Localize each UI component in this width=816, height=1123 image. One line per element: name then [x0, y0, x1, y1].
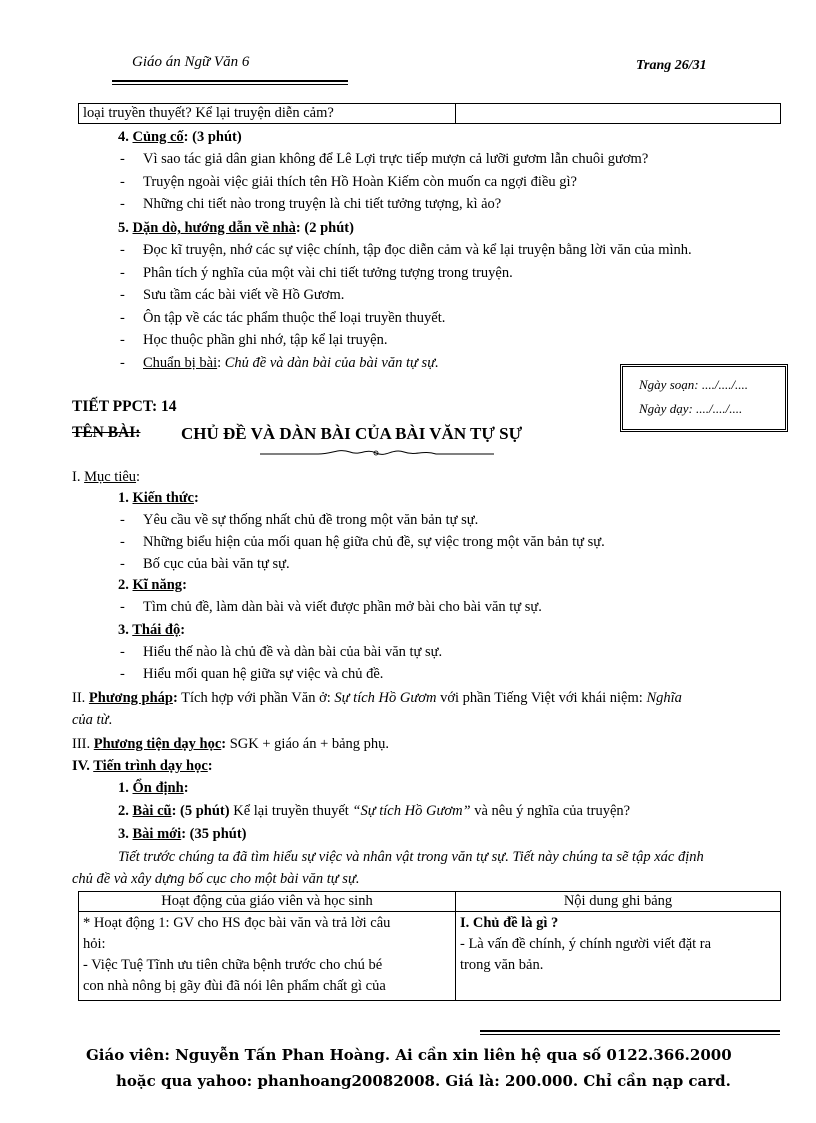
intro-line1: Tiết trước chúng ta đã tìm hiểu sự việc và nhân vật trong văn tự sự. Tiết này chúng ta sẽ tập xác định	[118, 849, 704, 865]
list-item: Bố cục của bài văn tự sự.	[143, 556, 290, 572]
list-item: Phân tích ý nghĩa của một vài chi tiết tưởng tượng trong truyện.	[143, 264, 513, 281]
title-ornament	[258, 446, 496, 460]
tien-trinh-heading: IV. Tiến trình dạy học:	[72, 758, 213, 774]
bai-cu-line: 2. Bài cũ: (5 phút) Kể lại truyền thuyết “Sự tích Hồ Gươm” và nêu ý nghĩa của truyện?	[118, 803, 631, 819]
list-item: Những chi tiết nào trong truyện là chi tiết tưởng tượng, kì ảo?	[143, 196, 502, 212]
bullet-dash: -	[120, 644, 125, 660]
phuong-phap-line2: của từ.	[72, 712, 113, 728]
lesson-name-label: TÊN BÀI:	[72, 424, 141, 441]
on-dinh-heading: 1. Ổn định:	[118, 780, 189, 796]
content-line: - Là vấn đề chính, ý chính người viết đặt ra	[460, 936, 712, 952]
cung-co-label: Củng cố	[132, 129, 184, 145]
bullet-dash: -	[120, 196, 125, 212]
bullet-dash: -	[120, 173, 125, 190]
list-item: Ôn tập về các tác phẩm thuộc thể loại truyền thuyết.	[143, 309, 446, 326]
list-item: Đọc kĩ truyện, nhớ các sự việc chính, tập đọc diễn cảm và kể lại truyện bằng lời văn của mình.	[143, 242, 692, 258]
prep-line: Chuẩn bị bài: Chủ đề và dàn bài của bài văn tự sự.	[143, 355, 439, 371]
top-table-cell: loại truyền thuyết? Kể lại truyện diễn cảm?	[79, 104, 456, 124]
list-item: Tìm chủ đề, làm dàn bài và viết được phần mở bài cho bài văn tự sự.	[143, 599, 542, 615]
list-item: Vì sao tác giả dân gian không để Lê Lợi trực tiếp mượn cả lưỡi gươm lẫn chuôi gươm?	[143, 151, 649, 167]
footer-contact-line1: Giáo viên: Nguyễn Tấn Phan Hoàng. Ai cần xin liên hệ qua số 0122.366.2000	[86, 1046, 732, 1064]
phuong-phap-line1: II. Phương pháp: Tích hợp với phần Văn ở: Sự tích Hồ Gươm với phần Tiếng Việt với khái niệm: Nghĩa	[72, 690, 682, 706]
page-number: Trang 26/31	[636, 58, 707, 73]
header-rule	[112, 80, 348, 82]
top-table-empty-cell	[456, 104, 781, 124]
bullet-dash: -	[120, 242, 125, 258]
bai-moi-heading: 3. Bài mới: (35 phút)	[118, 826, 247, 842]
col-header-content: Nội dung ghi bảng	[456, 892, 781, 912]
header-title: Giáo án Ngữ Văn 6	[132, 54, 250, 70]
activity-cell	[79, 912, 456, 1001]
header-rule-2	[112, 84, 348, 85]
bullet-dash: -	[120, 556, 125, 572]
phuong-tien-line: III. Phương tiện dạy học: SGK + giáo án + bảng phụ.	[72, 736, 390, 752]
muc-tieu-heading: I. Mục tiêu:	[72, 469, 141, 485]
date-prepared: Ngày soạn: ..../..../....	[639, 377, 749, 392]
top-table	[78, 103, 781, 124]
list-item: Hiểu mối quan hệ giữa sự việc và chủ đề.	[143, 666, 384, 682]
bullet-dash: -	[120, 666, 125, 682]
list-item: Hiểu thế nào là chủ đề và dàn bài của bài văn tự sự.	[143, 644, 443, 660]
footer-rule-2	[480, 1034, 780, 1035]
content-title: I. Chủ đề là gì ?	[460, 915, 559, 931]
footer-contact-line2: hoặc qua yahoo: phanhoang20082008. Giá là: 200.000. Chỉ cần nạp card.	[116, 1072, 731, 1090]
bullet-dash: -	[120, 332, 125, 348]
activity-line: hỏi:	[83, 936, 106, 952]
kien-thuc-heading: 1. Kiến thức:	[118, 490, 199, 506]
dan-do-heading: 5. Dặn dò, hướng dẫn về nhà: (2 phút)	[118, 220, 354, 236]
ki-nang-heading: 2. Kĩ năng:	[118, 577, 187, 593]
bullet-dash: -	[120, 534, 125, 550]
bullet-dash: -	[120, 512, 125, 528]
intro-line2: chủ đề và xây dựng bố cục cho một bài văn tự sự.	[72, 871, 360, 887]
bullet-dash: -	[120, 151, 125, 167]
bullet-dash: -	[120, 309, 125, 326]
lesson-period: TIẾT PPCT: 14	[72, 398, 177, 415]
col-header-activity: Hoạt động của giáo viên và học sinh	[79, 892, 456, 912]
list-item: Những biểu hiện của mối quan hệ giữa chủ đề, sự việc trong một văn bản tự sự.	[143, 534, 605, 550]
date-box	[620, 364, 788, 432]
dan-do-label: Dặn dò, hướng dẫn về nhà	[132, 220, 296, 236]
activity-line: - Việc Tuệ Tĩnh ưu tiên chữa bệnh trước cho chú bé	[83, 957, 383, 973]
activity-table	[78, 891, 781, 1001]
activity-line: * Hoạt động 1: GV cho HS đọc bài văn và trả lời câu	[83, 915, 391, 931]
activity-line: con nhà nông bị gãy đùi đã nói lên phẩm chất gì của	[83, 978, 386, 994]
thai-do-heading: 3. Thái độ:	[118, 622, 186, 638]
content-cell	[456, 912, 781, 1001]
bullet-dash: -	[120, 264, 125, 281]
list-item: Truyện ngoài việc giải thích tên Hồ Hoàn Kiếm còn muốn ca ngợi điều gì?	[143, 173, 577, 190]
lesson-title: CHỦ ĐỀ VÀ DÀN BÀI CỦA BÀI VĂN TỰ SỰ	[181, 424, 523, 443]
list-item: Sưu tầm các bài viết về Hồ Gươm.	[143, 287, 345, 303]
cung-co-heading: 4. Củng cố: (3 phút)	[118, 129, 242, 145]
list-item: Yêu cầu về sự thống nhất chủ đề trong một văn bản tự sự.	[143, 512, 479, 528]
content-line: trong văn bản.	[460, 957, 544, 973]
footer-rule	[480, 1030, 780, 1032]
date-taught: Ngày dạy: ..../..../....	[639, 401, 743, 416]
list-item: Học thuộc phần ghi nhớ, tập kể lại truyện.	[143, 332, 388, 348]
bullet-dash: -	[120, 287, 125, 303]
bullet-dash: -	[120, 599, 125, 615]
